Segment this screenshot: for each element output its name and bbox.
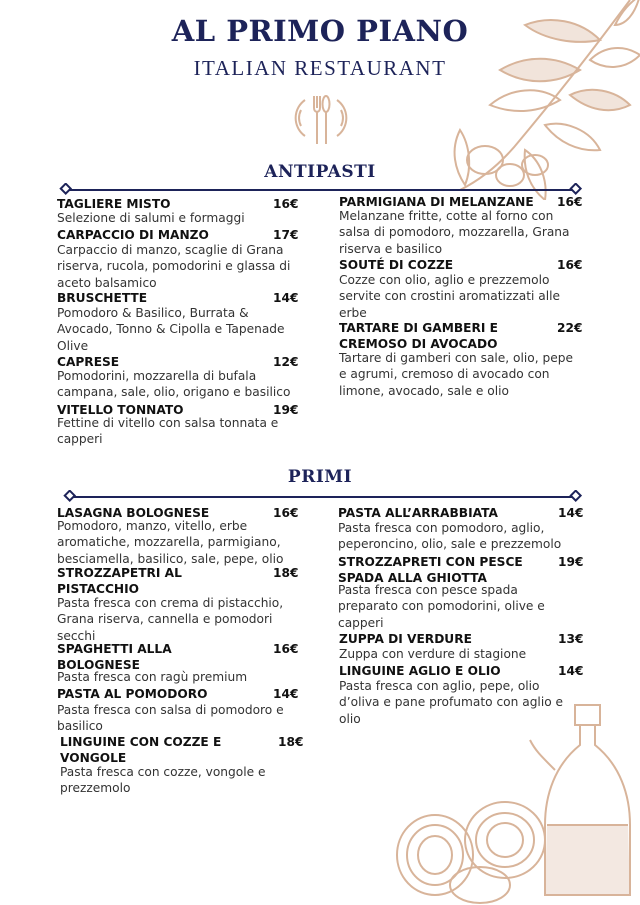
restaurant-name: AL PRIMO PIANO — [171, 14, 469, 48]
item-price: 18€ — [278, 735, 304, 749]
item-price: 16€ — [557, 195, 583, 209]
item-description: Selezione di salumi e formaggi — [57, 211, 245, 225]
item-price: 16€ — [273, 506, 299, 520]
item-description: Tartare di gamberi con sale, olio, pepe e agrumi, cremoso di avocado con limone, avocado, sale e olio — [339, 351, 573, 398]
item-description: Carpaccio di manzo, scaglie di Grana riserva, rucola, pomodorini e glassa di aceto balsamico — [57, 243, 291, 290]
item-name: STROZZAPRETI CON PESCE SPADA ALLA GHIOTTA — [338, 555, 523, 585]
item-name: SPAGHETTI ALLA BOLOGNESE — [57, 642, 172, 672]
item-price: 16€ — [273, 642, 299, 656]
item-name: BRUSCHETTE — [57, 291, 148, 305]
item-description: Pasta fresca con pomodoro, aglio, peperoncino, olio, sale e prezzemolo — [338, 521, 562, 552]
item-price: 14€ — [558, 664, 584, 678]
item-name: PASTA AL POMODORO — [57, 687, 208, 701]
item-price: 18€ — [273, 566, 299, 580]
section-title-antipasti: ANTIPASTI — [264, 162, 376, 182]
item-price: 17€ — [273, 228, 299, 242]
item-description: Pomodoro, manzo, vitello, erbe aromatiche, mozzarella, parmigiano, besciamella, basilico, sale, pepe, olio — [57, 519, 284, 566]
item-price: 19€ — [273, 403, 299, 417]
item-description: Pasta fresca con crema di pistacchio, Grana riserva, cannella e pomodori secchi — [57, 596, 284, 643]
item-description: Cozze con olio, aglio e prezzemolo servite con crostini aromatizzati alle erbe — [339, 273, 560, 320]
item-name: STROZZAPETRI AL PISTACCHIO — [57, 566, 182, 596]
item-name: TARTARE DI GAMBERI E CREMOSO DI AVOCADO — [339, 321, 498, 351]
section-title-primi: PRIMI — [287, 467, 353, 487]
item-price: 13€ — [558, 632, 584, 646]
item-name: ZUPPA DI VERDURE — [339, 632, 472, 646]
item-name: TAGLIERE MISTO — [57, 197, 171, 211]
item-name: VITELLO TONNATO — [57, 403, 184, 417]
item-description: Pasta fresca con pesce spada preparato con pomodorini, olive e capperi — [338, 583, 545, 630]
item-name: LINGUINE CON COZZE E VONGOLE — [60, 735, 222, 765]
item-price: 22€ — [557, 321, 583, 335]
item-price: 19€ — [558, 555, 584, 569]
item-name: PARMIGIANA DI MELANZANE — [339, 195, 534, 209]
item-description: Pomodorini, mozzarella di bufala campana, sale, olio, origano e basilico — [57, 369, 291, 400]
item-description: Pasta fresca con aglio, pepe, olio d’oliva e pane profumato con aglio e olio — [339, 679, 564, 726]
item-name: CARPACCIO DI MANZO — [57, 228, 209, 242]
item-name: SOUTÉ DI COZZE — [339, 258, 454, 272]
item-price: 16€ — [557, 258, 583, 272]
item-name: LINGUINE AGLIO E OLIO — [339, 664, 501, 678]
fork-spoon-plate-icon — [293, 88, 349, 148]
restaurant-subtitle: ITALIAN RESTAURANT — [193, 56, 447, 80]
item-price: 12€ — [273, 355, 299, 369]
item-price: 14€ — [273, 687, 299, 701]
item-description: Pasta fresca con salsa di pomodoro e basilico — [57, 703, 284, 734]
item-description: Melanzane fritte, cotte al forno con salsa di pomodoro, mozzarella, Grana riserva e basilico — [339, 209, 570, 256]
item-description: Zuppa con verdure di stagione — [339, 647, 527, 661]
item-description: Pasta fresca con ragù premium — [57, 670, 248, 684]
section-divider-primi — [62, 490, 582, 504]
item-price: 16€ — [273, 197, 299, 211]
item-name: LASAGNA BOLOGNESE — [57, 506, 210, 520]
item-description: Pasta fresca con cozze, vongole e prezzemolo — [60, 765, 266, 796]
item-price: 14€ — [273, 291, 299, 305]
item-name: CAPRESE — [57, 355, 120, 369]
item-price: 14€ — [558, 506, 584, 520]
item-description: Pomodoro & Basilico, Burrata & Avocado, Tonno & Cipolla e Tapenade Olive — [57, 306, 285, 353]
item-name: PASTA ALL’ARRABBIATA — [338, 506, 498, 520]
item-description: Fettine di vitello con salsa tonnata e capperi — [57, 416, 279, 447]
